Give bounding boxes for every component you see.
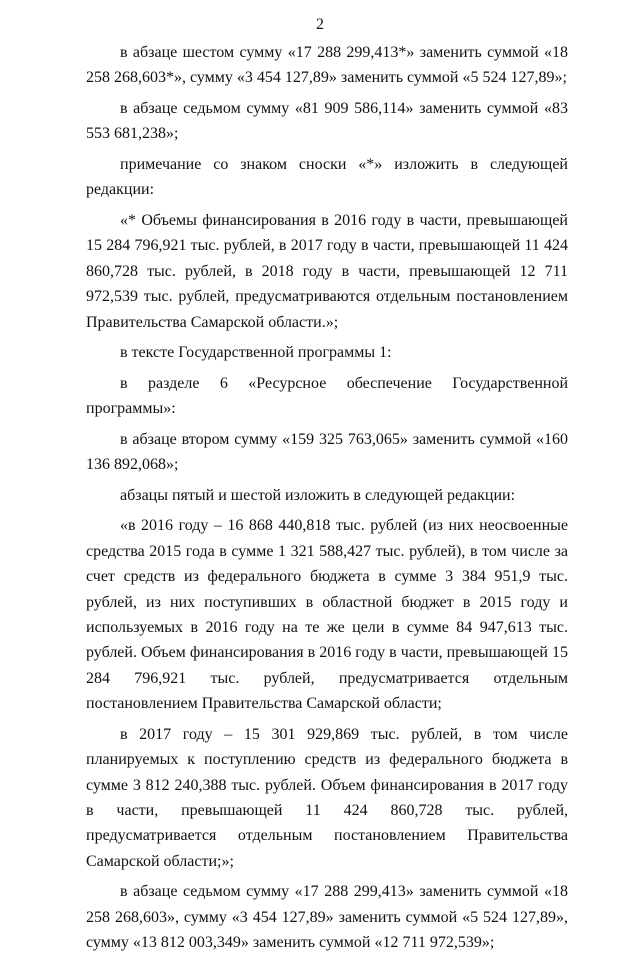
paragraph: примечание со знаком сноски «*» изложить в следующей редакции: bbox=[86, 156, 568, 199]
paragraph: в абзаце шестом сумму «17 288 299,413*» заменить суммой «18 258 268,603*», сумму «3 454 127,89» заменить суммой «5 524 127,89»; bbox=[86, 44, 568, 87]
paragraph: «в 2016 году – 16 868 440,818 тыс. рублей (из них неосвоенные средства 2015 года в сумме 1 321 588,427 тыс. рублей), в том числе за счет средств из федерального бюджета в сумме 3 384 951,9 тыс. рублей, из них поступивших в областной бюджет в 2015 году и используемых в 2016 году на те же цели в сумме 84 947,613 тыс. рублей. Объем финансирования в 2016 году в части, превышающей 15 284 796,921 тыс. рублей, предусматривается отдельным постановлением Правительства Самарской области; bbox=[86, 517, 568, 713]
paragraph: в абзаце седьмом сумму «17 288 299,413» заменить суммой «18 258 268,603», сумму «3 454 127,89» заменить суммой «5 524 127,89», сумму «13 812 003,349» заменить суммой «12 711 972,539»; bbox=[86, 883, 568, 952]
document-body bbox=[86, 40, 568, 961]
paragraph: в разделе 6 «Ресурсное обеспечение Государственной программы»: bbox=[86, 374, 568, 418]
paragraph: в тексте Государственной программы 1: bbox=[120, 344, 392, 362]
footnote-paragraph: «* Объемы финансирования в 2016 году в части, превышающей 15 284 796,921 тыс. рублей, в 2017 году в части, превышающей 11 424 860,728 тыс. рублей, в 2018 году в части, превышающей 12 711 972,539 тыс. рублей, предусматриваются отдельным постановлением Правительства Самарской области.»; bbox=[86, 212, 568, 331]
page-number: 2 bbox=[316, 16, 324, 33]
paragraph: в абзаце втором сумму «159 325 763,065» заменить суммой «160 136 892,068»; bbox=[86, 430, 568, 474]
paragraph: в 2017 году – 15 301 929,869 тыс. рублей, в том числе планируемых к поступлению средств из федерального бюджета в сумме 3 812 240,388 тыс. рублей. Объем финансирования в 2017 году в части, превышающей 11 424 860,728 тыс. рублей, предусматривается отдельным постановлением Правительства Самарской области;»; bbox=[86, 725, 568, 870]
paragraph: абзацы пятый и шестой изложить в следующей редакции: bbox=[120, 486, 516, 504]
paragraph: в абзаце седьмом сумму «81 909 586,114» заменить суммой «83 553 681,238»; bbox=[86, 100, 568, 143]
